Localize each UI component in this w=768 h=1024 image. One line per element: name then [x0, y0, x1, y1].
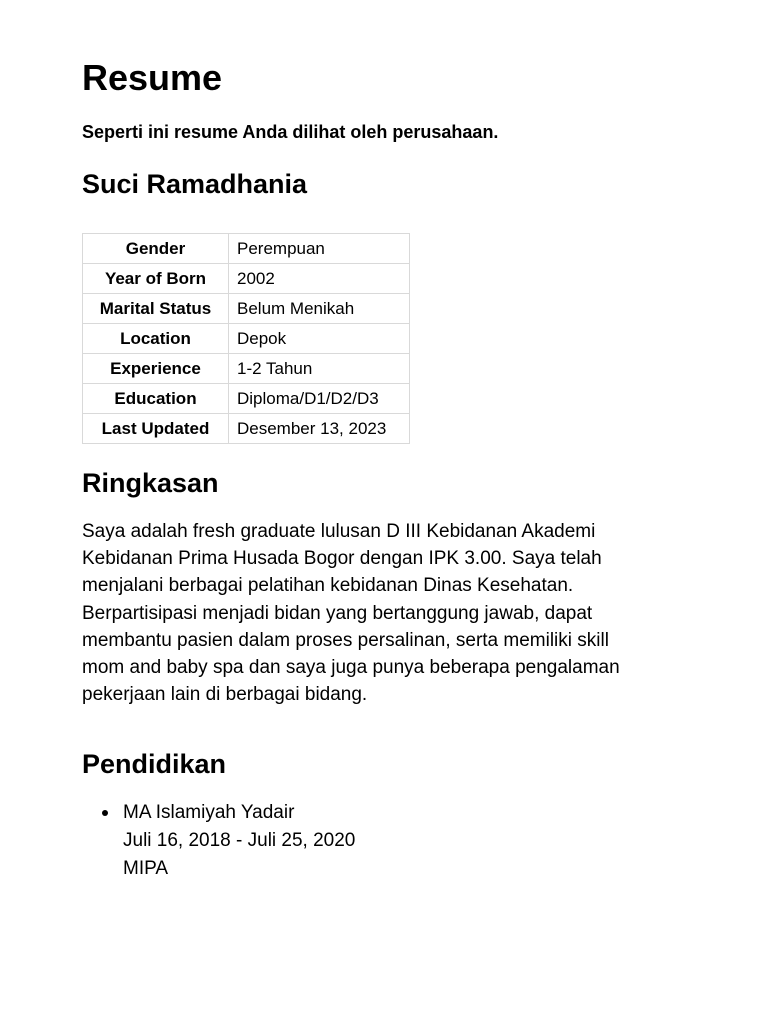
detail-label: Marital Status: [83, 294, 229, 324]
detail-value: 1-2 Tahun: [229, 354, 410, 384]
candidate-name: Suci Ramadhania: [82, 169, 308, 199]
summary-line: Saya adalah fresh graduate lulusan D III Kebidanan Akademi: [82, 521, 596, 542]
summary-line: menjalani berbagai pelatihan kebidanan Dinas Kesehatan.: [82, 575, 574, 597]
summary-line: membantu pasien dalam proses persalinan, serta memiliki skill: [82, 629, 609, 651]
page-title: Resume: [82, 57, 223, 98]
detail-label: Gender: [83, 234, 229, 264]
table-row: [83, 234, 410, 264]
education-major: MIPA: [123, 858, 169, 879]
detail-label: Experience: [83, 354, 229, 384]
detail-value: Belum Menikah: [229, 294, 410, 324]
summary-line: pekerjaan lain di berbagai bidang.: [82, 684, 368, 706]
detail-value: 2002: [229, 264, 410, 294]
education-heading: Pendidikan: [82, 749, 227, 779]
table-row: [83, 354, 410, 384]
page-subtitle: Seperti ini resume Anda dilihat oleh perusahaan.: [82, 122, 499, 142]
education-item: [82, 799, 355, 883]
profile-details-table: [82, 233, 410, 444]
table-row: [83, 294, 410, 324]
summary-line: Berpartisipasi menjadi bidan yang bertanggung jawab, dapat: [82, 602, 593, 624]
detail-label: Year of Born: [83, 264, 229, 294]
detail-label: Education: [83, 384, 229, 414]
education-period: Juli 16, 2018 - Juli 25, 2020: [123, 830, 356, 851]
school-name: MA Islamiyah Yadair: [123, 802, 295, 823]
bullet-icon: [102, 810, 108, 816]
education-list: [82, 799, 355, 883]
table-row: [83, 414, 410, 444]
table-row: [83, 324, 410, 354]
table-row: [83, 264, 410, 294]
summary-heading: Ringkasan: [82, 468, 219, 498]
detail-value: Diploma/D1/D2/D3: [229, 384, 410, 414]
summary-line: Kebidanan Prima Husada Bogor dengan IPK 3.00. Saya telah: [82, 548, 602, 570]
detail-value: Desember 13, 2023: [229, 414, 410, 444]
detail-label: Last Updated: [83, 414, 229, 444]
summary-line: mom and baby spa dan saya juga punya beberapa pengalaman: [82, 657, 620, 679]
summary-paragraph: [82, 518, 682, 708]
table-row: [83, 384, 410, 414]
detail-value: Depok: [229, 324, 410, 354]
detail-value: Perempuan: [229, 234, 410, 264]
detail-label: Location: [83, 324, 229, 354]
